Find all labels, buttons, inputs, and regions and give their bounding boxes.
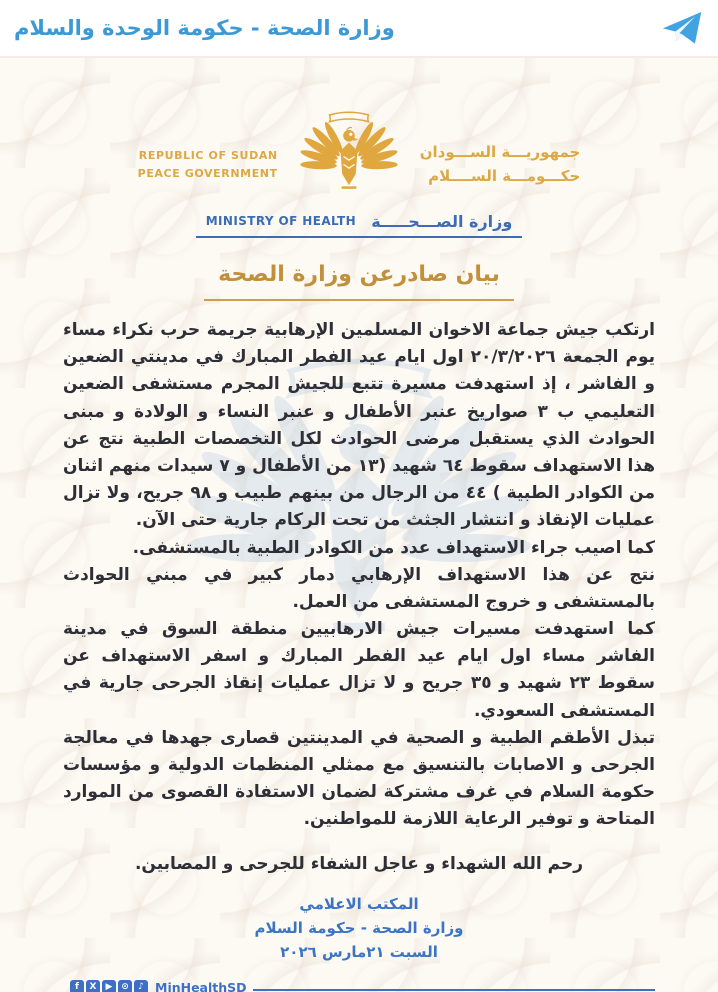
statement-body [63, 317, 655, 834]
document-footer [70, 980, 655, 992]
channel-title[interactable]: وزارة الصحة - حكومة الوحدة والسلام [14, 16, 395, 40]
signature-office: المكتب الاعلامي [299, 894, 419, 913]
letterhead-ar-line2: حكـــومـــة الســــلام [428, 167, 581, 185]
letterhead-ar-line1: جمهوريـــة الســـودان [419, 143, 581, 161]
letterhead-english [138, 147, 278, 210]
prayer-line: رحم الله الشهداء و عاجل الشفاء للجرحى و المصابين. [134, 853, 584, 874]
letterhead [0, 92, 718, 210]
facebook-icon[interactable]: f [70, 980, 84, 992]
letterhead-arabic [420, 140, 581, 210]
instagram-icon[interactable]: ⊙ [118, 980, 132, 992]
signature-ministry: وزارة الصحة - حكومة السلام [254, 918, 464, 937]
ministry-name-english: MINISTRY OF HEALTH [205, 214, 357, 228]
paragraph-2: كما اصيب جراء الاستهداف عدد من الكوادر الطبية بالمستشفى. [132, 537, 655, 558]
ministry-name-arabic: وزارة الصـــحـــــة [371, 212, 513, 231]
footer-rule [253, 989, 655, 991]
social-handle[interactable]: MinHealthSD [155, 979, 247, 992]
statement-title: بيان صادرعن وزارة الصحة [204, 262, 514, 301]
letterhead-en-line2: PEACE GOVERNMENT [137, 167, 278, 181]
ministry-line [0, 212, 718, 238]
paragraph-5: تبذل الأطقم الطبية و الصحية في المدينتين قصارى جهدها في معالجة الجرحى و الاصابات بالتنسيق مع ممثلي المنظمات الدولية و مؤسسات حكومة السلام في غرف مشتركة لضمان الاستفادة القصوى من الموارد المتاحة و توفير الرعاية اللازمة للمواطنين. [63, 727, 655, 830]
tiktok-icon[interactable]: ♪ [134, 980, 148, 992]
paragraph-4: كما استهدفت مسيرات جيش الارهابيين منطقة السوق في مدينة الفاشر مساء اول ايام عيد الفطر المبارك و اسفر الاستهداف عن سقوط ٢٣ شهيد و ٣٥ جريح و لا تزال عمليات إنقاذ الجرحى جارية في المستشفى السعودي. [63, 619, 655, 721]
signature-block [0, 892, 718, 964]
x-icon[interactable]: X [86, 980, 100, 992]
sudan-eagle-emblem-icon [288, 92, 410, 210]
paragraph-3: نتج عن هذا الاستهداف الإرهابي دمار كبير في مبني الحوادث بالمستشفى و خروج المستشفى من العمل. [63, 564, 655, 612]
paragraph-1: ارتكب جيش جماعة الاخوان المسلمين الإرهابية جريمة حرب نكراء مساء يوم الجمعة ٢٠/٣/٢٠٢٦ اول ايام عيد الفطر المبارك في مدينتي الضعين و الفاشر ، إذ استهدفت مسيرة تتبع للجيش المجرم مستشفى الضعين التعليمي ب ٣ صواريخ عنبر الأطفال و عنبر النساء و الولادة و مبنى الحوادث الذي يستقبل مرضى الحوادث لكل التخصصات الطبية نتج عن هذا الاستهداف سقوط ٦٤ شهيد (١٣ من الأطفال و ٧ سيدات منهم اثنان من الكوادر الطبية ) ٤٤ من الرجال من بينهم طبيب و ٩٨ جريح، ولا تزال عمليات الإنقاذ و انتشار الجثث من تحت الركام جارية حتى الآن. [63, 320, 656, 531]
signature-date: السبت ٢١مارس ٢٠٢٦ [280, 942, 438, 961]
letterhead-en-line1: REPUBLIC OF SUDAN [138, 148, 278, 162]
telegram-header [0, 0, 718, 58]
youtube-icon[interactable]: ▶ [102, 980, 116, 992]
statement-document [0, 58, 718, 992]
telegram-plane-icon[interactable] [660, 8, 704, 48]
